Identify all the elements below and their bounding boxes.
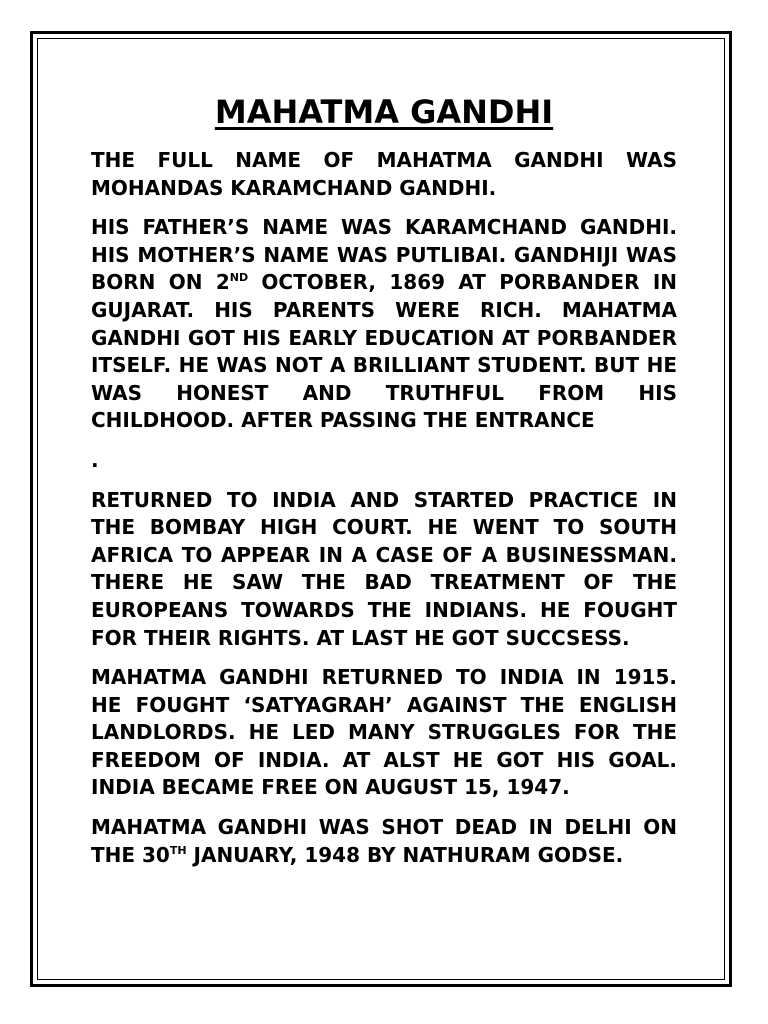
paragraph-dot: . (91, 447, 99, 472)
paragraph-death-text-b: JANUARY, 1948 BY NATHURAM GODSE. (186, 842, 624, 867)
ordinal-suffix: ND (229, 271, 249, 285)
paragraph-south-africa: RETURNED TO INDIA AND STARTED PRACTICE IN THE BOMBAY HIGH COURT. HE WENT TO SOUTH AFRICA TO APPEAR IN A CASE OF A BUSINESSMAN. THERE HE SAW THE BAD TREATMENT OF THE EUROPEANS TOWARDS THE INDIANS. HE FOUGHT FOR THEIR RIGHTS. AT LAST HE GOT SUCCSESS. (91, 487, 677, 650)
document-body (91, 90, 677, 881)
paragraph-death-text-a: MAHATMA GANDHI WAS SHOT DEAD IN DELHI ON THE 30 (91, 815, 677, 867)
ordinal-suffix: TH (169, 843, 187, 857)
paragraph-early-life (91, 214, 677, 435)
paragraph-freedom-struggle: MAHATMA GANDHI RETURNED TO INDIA IN 1915. HE FOUGHT ‘SATYAGRAH’ AGAINST THE ENGLISH LANDLORDS. HE LED MANY STRUGGLES FOR THE FREEDOM OF INDIA. AT ALST HE GOT HIS GOAL. INDIA BECAME FREE ON AUGUST 15, 1947. (91, 665, 677, 800)
paragraph-early-life-text-a: HIS FATHER’S NAME WAS KARAMCHAND GANDHI. HIS MOTHER’S NAME WAS PUTLIBAI. GANDHIJI WAS BORN ON 2 (91, 215, 677, 295)
paragraph-death (91, 814, 677, 869)
paragraph-early-life-text-b: OCTOBER, 1869 AT PORBANDER IN GUJARAT. HIS PARENTS WERE RICH. MAHATMA GANDHI GOT HIS EARLY EDUCATION AT PORBANDER ITSELF. HE WAS NOT A BRILLIANT STUDENT. BUT HE WAS HONEST AND TRUTHFUL FROM HIS CHILDHOOD. AFTER PASSING THE ENTRANCE (91, 270, 677, 433)
document-title: MAHATMA GANDHI (214, 93, 554, 131)
paragraph-full-name: THE FULL NAME OF MAHATMA GANDHI WAS MOHANDAS KARAMCHAND GANDHI. (91, 148, 677, 200)
